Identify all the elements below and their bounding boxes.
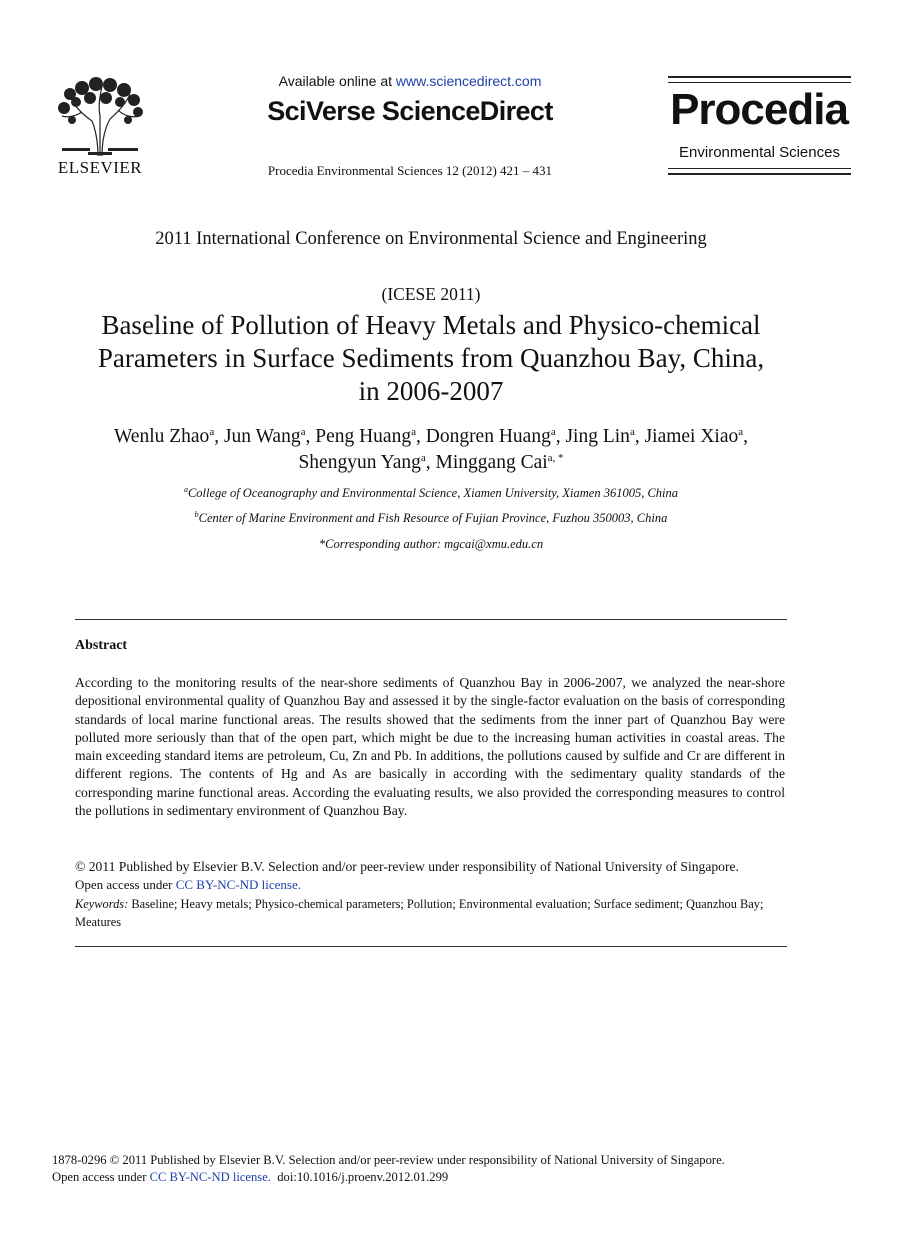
author-affiliation-mark: a: [629, 426, 635, 438]
abstract-body: According to the monitoring results of the near-shore sediments of Quanzhou Bay in 2006-2007, we analyzed the near-shore depositional environmental quality of Quanzhou Bay and assessed it by the single-factor evaluation on the basis of corresponding standards of local marine functional areas. The results showed that the sediments from the inner part of Quanzhou Bay were polluted more seriously than that of the open part, which might be due to the increasing human activities in coastal areas. The main exceeding standard items are petroleum, Cu, Zn and Pb. In additions, the pollutions caused by sulfide and Cr are different in different regions. The contents of Hg and As are basically in according with the sedimentary quality standards of the corresponding marine functional areas. According the evaluating results, we also provided the corresponding measures to control the pollutions in sedimentary environment of Quanzhou Bay.: [75, 675, 785, 819]
abstract-top-rule: [75, 619, 787, 620]
author-affiliation-mark: a: [420, 452, 426, 464]
publisher-name: ELSEVIER: [57, 158, 143, 177]
conference-name: 2011 International Conference on Environmental Science and Engineering: [155, 229, 707, 249]
paper-title: [40, 309, 822, 408]
abstract-bottom-rule: [75, 946, 787, 947]
author-name: Jiamei Xiao: [644, 426, 739, 447]
author-line: Shengyun Yang$^a$, Minggang Cai$^{a, *}$: [298, 452, 564, 473]
footer-open-access-prefix: Open access under: [52, 1170, 150, 1184]
journal-reference: Procedia Environmental Sciences 12 (2012) 421 – 431: [267, 163, 553, 178]
affiliation-text: Center of Marine Environment and Fish Resource of Fujian Province, Fuzhou 350003, China: [198, 511, 668, 525]
title-line: Baseline of Pollution of Heavy Metals and Physico-chemical: [101, 310, 761, 340]
title-line: Parameters in Surface Sediments from Quanzhou Bay, China,: [97, 343, 765, 373]
author-name: Minggang Cai: [435, 452, 548, 473]
affiliation-mark: b: [194, 510, 199, 519]
author-affiliation-mark: a: [738, 426, 744, 438]
keywords: [75, 896, 787, 931]
sciencedirect-link[interactable]: www.sciencedirect.com: [395, 73, 542, 89]
availability-prefix: Available online at: [278, 73, 396, 89]
affiliation-text: College of Oceanography and Environmental Science, Xiamen University, Xiamen 361005, China: [187, 486, 679, 500]
footer-open-access: [52, 1170, 872, 1185]
author-affiliation-mark: a, *: [547, 452, 564, 464]
keywords-label: Keywords:: [75, 897, 129, 911]
author-line: Wenlu Zhao$^a$, Jun Wang$^a$, Peng Huang$^a$, Dongren Huang$^a$, Jing Lin$^a$, Jiamei Xiao$^a$,: [113, 426, 749, 447]
procedia-bottom-rule: [668, 173, 851, 175]
footer-copyright: 1878-0296 © 2011 Published by Elsevier B.V. Selection and/or peer-review under responsibility of National University of Singapore.: [52, 1153, 725, 1167]
author-name: Peng Huang: [315, 426, 412, 447]
author-affiliation-mark: a: [411, 426, 416, 438]
conference-short-name: (ICESE 2011): [381, 284, 481, 304]
author-name: Wenlu Zhao: [113, 426, 210, 447]
copyright-line: © 2011 Published by Elsevier B.V. Selection and/or peer-review under responsibility of National University of Singapore.: [75, 859, 739, 874]
availability-line: [230, 73, 590, 89]
procedia-top-rule: [668, 76, 851, 78]
affiliation-mark: a: [183, 485, 188, 494]
author-name: Dongren Huang: [425, 426, 551, 447]
author-name: Jun Wang: [223, 426, 301, 447]
open-access-prefix: Open access under: [75, 877, 176, 892]
author-name: Jing Lin: [565, 426, 630, 447]
journal-subtitle: Environmental Sciences: [679, 144, 840, 161]
journal-logo: Procedia: [670, 85, 848, 134]
author-name: Shengyun Yang: [298, 452, 421, 473]
author-list: [40, 424, 822, 476]
procedia-bottom-thin-rule: [668, 168, 851, 169]
platform-logo: SciVerse ScienceDirect: [267, 96, 553, 126]
keywords-list: Baseline; Heavy metals; Physico-chemical parameters; Pollution; Environmental evaluation; Surface sediment; Quanzhou Bay; Meatures: [75, 897, 764, 929]
affiliation-b: [0, 511, 862, 526]
title-line: in 2006-2007: [358, 376, 504, 406]
open-access-line: [75, 877, 795, 893]
affiliation-a: [0, 486, 862, 501]
corresponding-author: *Corresponding author: mgcai@xmu.edu.cn: [318, 537, 544, 551]
abstract-heading: Abstract: [75, 638, 128, 653]
footer-license-link[interactable]: CC BY-NC-ND license.: [149, 1170, 271, 1184]
doi: doi:10.1016/j.proenv.2012.01.299: [270, 1170, 449, 1184]
procedia-top-thin-rule: [668, 82, 851, 83]
author-affiliation-mark: a: [550, 426, 556, 438]
license-link[interactable]: CC BY-NC-ND license.: [175, 877, 302, 892]
author-affiliation-mark: a: [209, 426, 215, 438]
author-affiliation-mark: a: [300, 426, 306, 438]
